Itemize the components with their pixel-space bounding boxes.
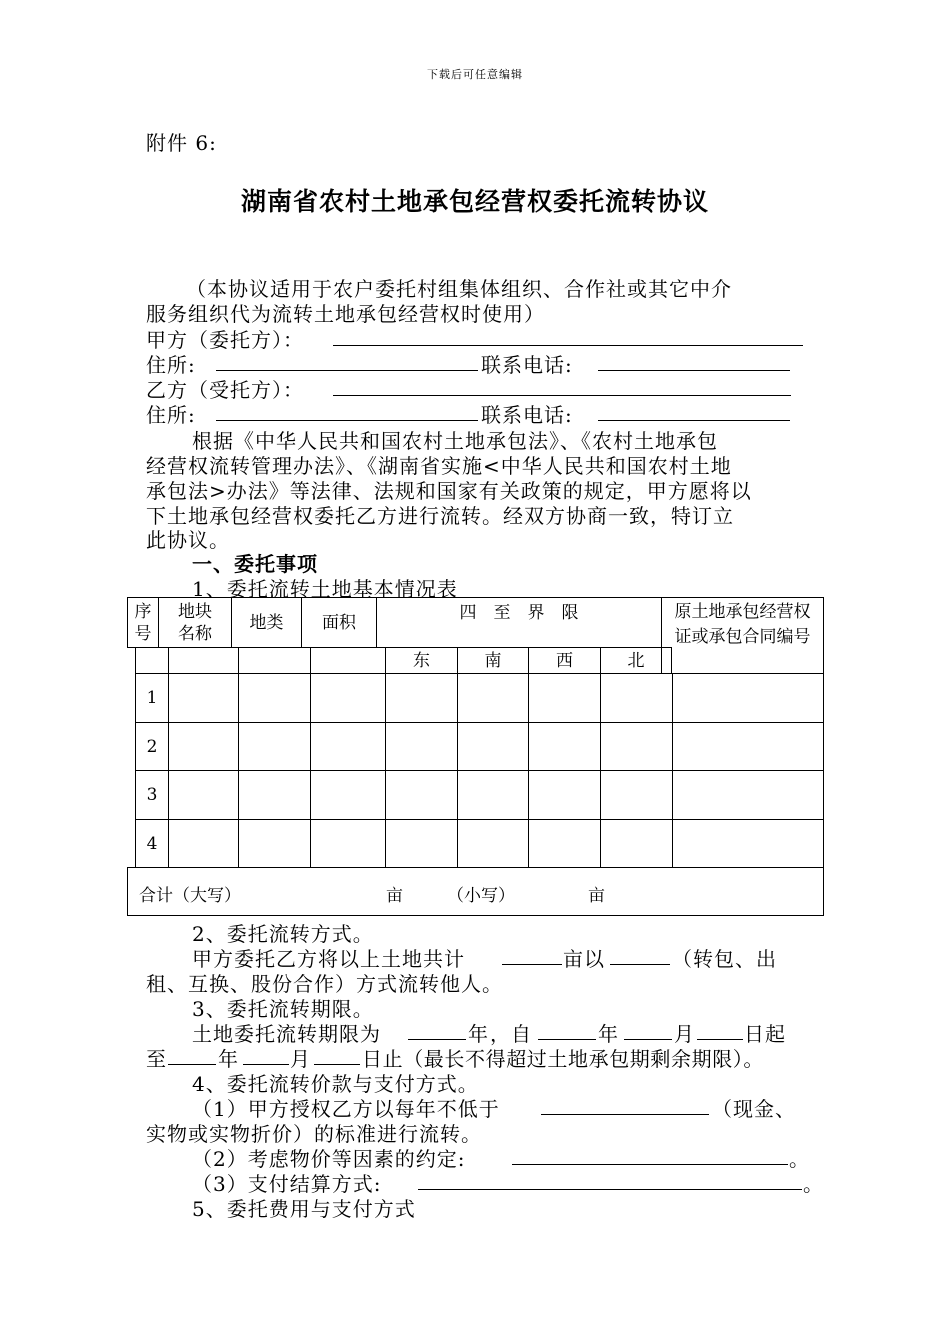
basis-line-5: 此协议。: [146, 528, 230, 552]
phone-b-label: 联系电话:: [481, 403, 573, 427]
table-cell[interactable]: [238, 819, 311, 868]
table-row-seq: 3: [135, 770, 169, 820]
table-cell[interactable]: [168, 819, 239, 868]
end-month-blank[interactable]: [243, 1044, 289, 1065]
col-seq-header: 序号: [127, 597, 159, 648]
item5-label: 5、委托费用与支付方式: [192, 1197, 416, 1221]
start-month-blank[interactable]: [624, 1019, 672, 1040]
basis-line-2: 经营权流转管理办法》、《湖南省实施<中华人民共和国农村土地: [146, 454, 732, 478]
table-cell[interactable]: [238, 770, 311, 820]
table-cell[interactable]: [528, 722, 601, 771]
item4-1-text-b: （现金、: [712, 1097, 796, 1121]
total-label: 合计（大写）: [139, 886, 241, 906]
start-day-blank[interactable]: [697, 1019, 743, 1040]
table-cell[interactable]: [457, 819, 529, 868]
col-bounds-header: 四 至 界 限: [376, 597, 662, 648]
table-cell[interactable]: [385, 819, 458, 868]
col-type-header: 地类: [231, 597, 302, 648]
term-to: 至: [146, 1047, 167, 1071]
item4-2-label: （2）考虑物价等因素的约定:: [192, 1147, 466, 1171]
col-cert-header: 原土地承包经营权证或承包合同编号: [661, 597, 824, 674]
item1-label: 1、委托流转土地基本情况表: [192, 577, 458, 601]
item4-3-period: 。: [803, 1172, 824, 1196]
table-cell[interactable]: [672, 770, 824, 820]
row2-plot: [168, 647, 239, 674]
end-year-label: 年: [218, 1047, 239, 1071]
item2-text-b: 亩以: [563, 947, 605, 971]
total-small-label: （小写）: [447, 886, 515, 906]
start-year-blank[interactable]: [538, 1019, 596, 1040]
table-cell[interactable]: [672, 819, 824, 868]
item4-2-period: 。: [789, 1147, 810, 1171]
table-cell[interactable]: [385, 770, 458, 820]
address-a-label: 住所:: [146, 353, 196, 377]
bound-north: 北: [600, 647, 672, 674]
item3-label: 3、委托流转期限。: [192, 997, 374, 1021]
term-year: 年: [468, 1022, 489, 1046]
table-row-seq: 2: [135, 722, 169, 771]
table-cell[interactable]: [600, 673, 673, 723]
scope-line-1: （本协议适用于农户委托村组集体组织、合作社或其它中介: [186, 277, 732, 301]
address-b-label: 住所:: [146, 403, 196, 427]
start-month-label: 月: [674, 1022, 695, 1046]
bound-east: 东: [385, 647, 458, 674]
item4-label: 4、委托流转价款与支付方式。: [192, 1072, 479, 1096]
attachment-label: 附件 6:: [146, 131, 217, 155]
settlement-blank[interactable]: [418, 1169, 802, 1190]
section1-heading: 一、委托事项: [192, 552, 318, 576]
party-a-blank[interactable]: [333, 325, 803, 346]
table-cell[interactable]: [528, 673, 601, 723]
table-cell[interactable]: [528, 770, 601, 820]
table-row-seq: 4: [135, 819, 169, 868]
table-cell[interactable]: [238, 722, 311, 771]
row2-seq: [135, 647, 169, 674]
header-note: 下载后可任意编辑: [427, 68, 523, 81]
table-cell[interactable]: [168, 722, 239, 771]
address-a-blank[interactable]: [216, 350, 478, 371]
table-cell[interactable]: [310, 819, 386, 868]
table-cell[interactable]: [168, 673, 239, 723]
end-month-label: 月: [290, 1047, 311, 1071]
table-cell[interactable]: [457, 770, 529, 820]
page-title: 湖南省农村土地承包经营权委托流转协议: [240, 187, 709, 216]
col-area-header: 面积: [301, 597, 377, 648]
term-from: ，自: [490, 1022, 532, 1046]
item4-1-text-a: （1）甲方授权乙方以每年不低于: [192, 1097, 500, 1121]
table-cell[interactable]: [385, 673, 458, 723]
method-blank[interactable]: [610, 944, 670, 965]
table-cell[interactable]: [600, 722, 673, 771]
end-day-blank[interactable]: [314, 1044, 360, 1065]
end-year-blank[interactable]: [168, 1044, 216, 1065]
row2-type: [238, 647, 311, 674]
table-cell[interactable]: [310, 673, 386, 723]
start-year-label: 年: [598, 1022, 619, 1046]
basis-line-1: 根据《中华人民共和国农村土地承包法》、《农村土地承包: [192, 429, 718, 453]
term-text-a: 土地委托流转期限为: [192, 1022, 381, 1046]
end-day-label: 日止（最长不得超过土地承包期剩余期限）。: [362, 1047, 764, 1071]
party-b-label: 乙方（受托方）：: [146, 378, 304, 402]
item4-3-label: （3）支付结算方式:: [192, 1172, 382, 1196]
table-cell[interactable]: [238, 673, 311, 723]
table-cell[interactable]: [672, 673, 824, 723]
item2-text-a: 甲方委托乙方将以上土地共计: [192, 947, 465, 971]
table-cell[interactable]: [457, 673, 529, 723]
table-cell[interactable]: [528, 819, 601, 868]
table-cell[interactable]: [168, 770, 239, 820]
table-cell[interactable]: [600, 770, 673, 820]
start-day-label: 日起: [744, 1022, 786, 1046]
phone-b-blank[interactable]: [598, 400, 790, 421]
basis-line-4: 下土地承包经营权委托乙方进行流转。经双方协商一致，特订立: [146, 504, 734, 528]
total-mu-upper: 亩: [386, 886, 403, 906]
table-cell[interactable]: [310, 770, 386, 820]
basis-line-3: 承包法>办法》等法律、法规和国家有关政策的规定，甲方愿将以: [146, 479, 752, 503]
party-b-blank[interactable]: [333, 375, 791, 396]
item4-1-text-c: 实物或实物折价）的标准进行流转。: [146, 1122, 482, 1146]
item2-text-c: （转包、出: [672, 947, 777, 971]
area-blank[interactable]: [502, 944, 562, 965]
total-mu-lower: 亩: [588, 886, 605, 906]
bound-west: 西: [528, 647, 601, 674]
phone-a-blank[interactable]: [598, 350, 790, 371]
bound-south: 南: [457, 647, 529, 674]
address-b-blank[interactable]: [216, 400, 478, 421]
phone-a-label: 联系电话:: [481, 353, 573, 377]
table-cell[interactable]: [457, 722, 529, 771]
col-plot-header: 地块名称: [158, 597, 232, 648]
table-cell[interactable]: [600, 819, 673, 868]
table-cell[interactable]: [385, 722, 458, 771]
item2-label: 2、委托流转方式。: [192, 922, 374, 946]
table-cell[interactable]: [310, 722, 386, 771]
years-blank[interactable]: [408, 1019, 466, 1040]
item2-line-2: 租、互换、股份合作）方式流转他人。: [146, 972, 503, 996]
min-price-blank[interactable]: [541, 1094, 709, 1115]
price-factor-blank[interactable]: [512, 1144, 788, 1165]
row2-area: [310, 647, 386, 674]
table-row-seq: 1: [135, 673, 169, 723]
table-cell[interactable]: [672, 722, 824, 771]
party-a-label: 甲方（委托方）：: [146, 328, 304, 352]
scope-line-2: 服务组织代为流转土地承包经营权时使用）: [146, 302, 545, 326]
